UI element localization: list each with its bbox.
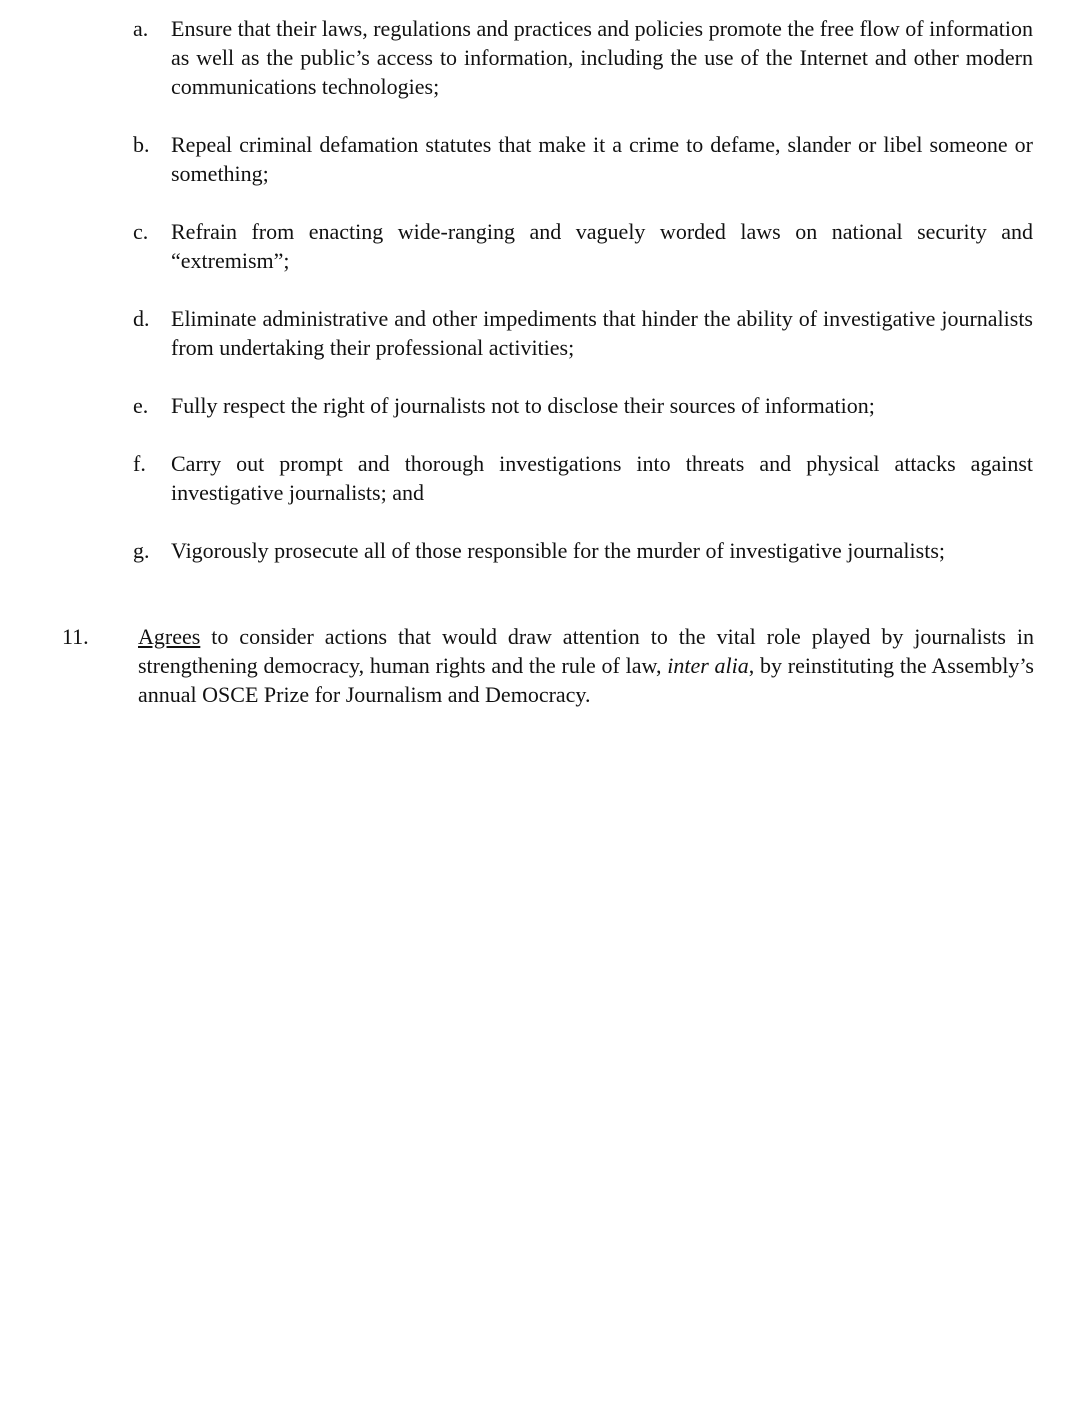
list-item-text: Carry out prompt and thorough investigations into threats and physical attacks against investigative journalists; and [171,451,1033,505]
paragraph-text-part-2: , by reinstituting the Assembly’s annual OSCE Prize for Journalism and Democracy. [138,653,1034,707]
list-item-text: Fully respect the right of journalists not to disclose their sources of information; [171,393,875,418]
list-item-letter: c. [133,219,149,244]
paragraph-text [138,622,1034,709]
list-item-text: Repeal criminal defamation statutes that make it a crime to defame, slander or libel someone or something; [171,132,1033,186]
list-item-letter: g. [133,538,150,563]
paragraph-text-part-1: to consider actions that would draw attention to the vital role played by journalists in strengthening democracy, human rights and the rule of law, [138,624,1034,678]
list-item-text: Ensure that their laws, regulations and practices and policies promote the free flow of information as well as the public’s access to information, including the use of the Internet and other modern communications technologies; [171,16,1033,99]
list-item-text: Vigorously prosecute all of those responsible for the murder of investigative journalists; [171,538,946,563]
latin-phrase: inter alia [667,653,749,678]
list-item-letter: e. [133,393,149,418]
list-item-text: Refrain from enacting wide-ranging and vaguely worded laws on national security and “extremism”; [171,219,1033,273]
list-item-letter: d. [133,306,150,331]
list-item-letter: a. [133,16,149,41]
list-item-text: Eliminate administrative and other impediments that hinder the ability of investigative journalists from undertaking their professional activities; [171,306,1033,360]
operative-verb: Agrees [138,624,201,649]
paragraph-number: 11. [62,624,89,649]
list-item-letter: f. [133,451,146,476]
list-item-letter: b. [133,132,150,157]
